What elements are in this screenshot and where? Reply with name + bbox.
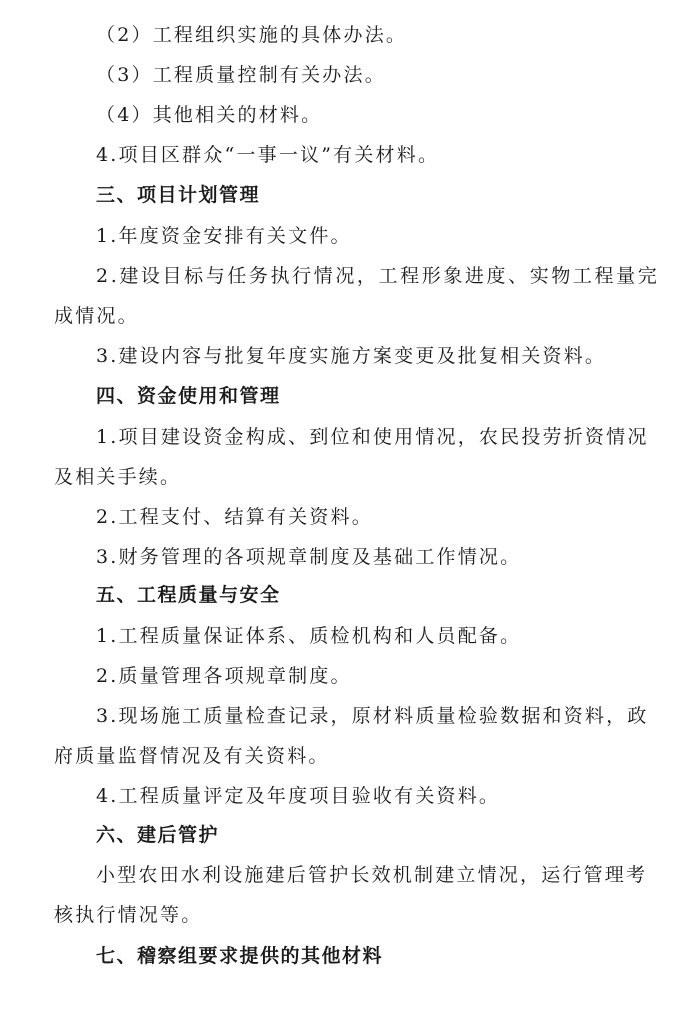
plan-item-2: 2.建设目标与任务执行情况，工程形象进度、实物工程量完 [96,265,660,287]
sub-item-3: （3）工程质量控制有关办法。 [96,64,386,86]
plan-item-3: 3.建设内容与批复年度实施方案变更及批复相关资料。 [96,345,607,367]
quality-item-3-continued: 府质量监督情况及有关资料。 [54,745,330,767]
funds-item-3: 3.财务管理的各项规章制度及基础工作情况。 [96,546,522,568]
section-heading-5: 五、工程质量与安全 [96,584,281,606]
maintenance-item: 小型农田水利设施建后管护长效机制建立情况，运行管理考 [96,864,648,886]
funds-item-1: 1.项目建设资金构成、到位和使用情况，农民投劳折资情况 [96,426,649,448]
sub-item-4: （4）其他相关的材料。 [96,104,323,126]
plan-item-1: 1.年度资金安排有关文件。 [96,225,352,247]
maintenance-item-continued: 核执行情况等。 [54,904,203,926]
sub-item-2: （2）工程组织实施的具体办法。 [96,24,408,46]
quality-item-4: 4.工程质量评定及年度项目验收有关资料。 [96,785,501,807]
section-heading-3: 三、项目计划管理 [96,184,261,206]
quality-item-3: 3.现场施工质量检查记录，原材料质量检验数据和资料，政 [96,705,649,727]
section-heading-7: 七、稽察组要求提供的其他材料 [96,945,384,967]
quality-item-2: 2.质量管理各项规章制度。 [96,665,352,687]
quality-item-1: 1.工程质量保证体系、质检机构和人员配备。 [96,625,522,647]
plan-item-2-continued: 成情况。 [54,305,139,327]
section-heading-6: 六、建后管护 [96,824,220,846]
funds-item-2: 2.工程支付、结算有关资料。 [96,506,373,528]
item-4-villager-materials: 4.项目区群众“一事一议”有关材料。 [96,144,440,166]
section-heading-4: 四、资金使用和管理 [96,385,281,407]
funds-item-1-continued: 及相关手续。 [54,466,182,488]
